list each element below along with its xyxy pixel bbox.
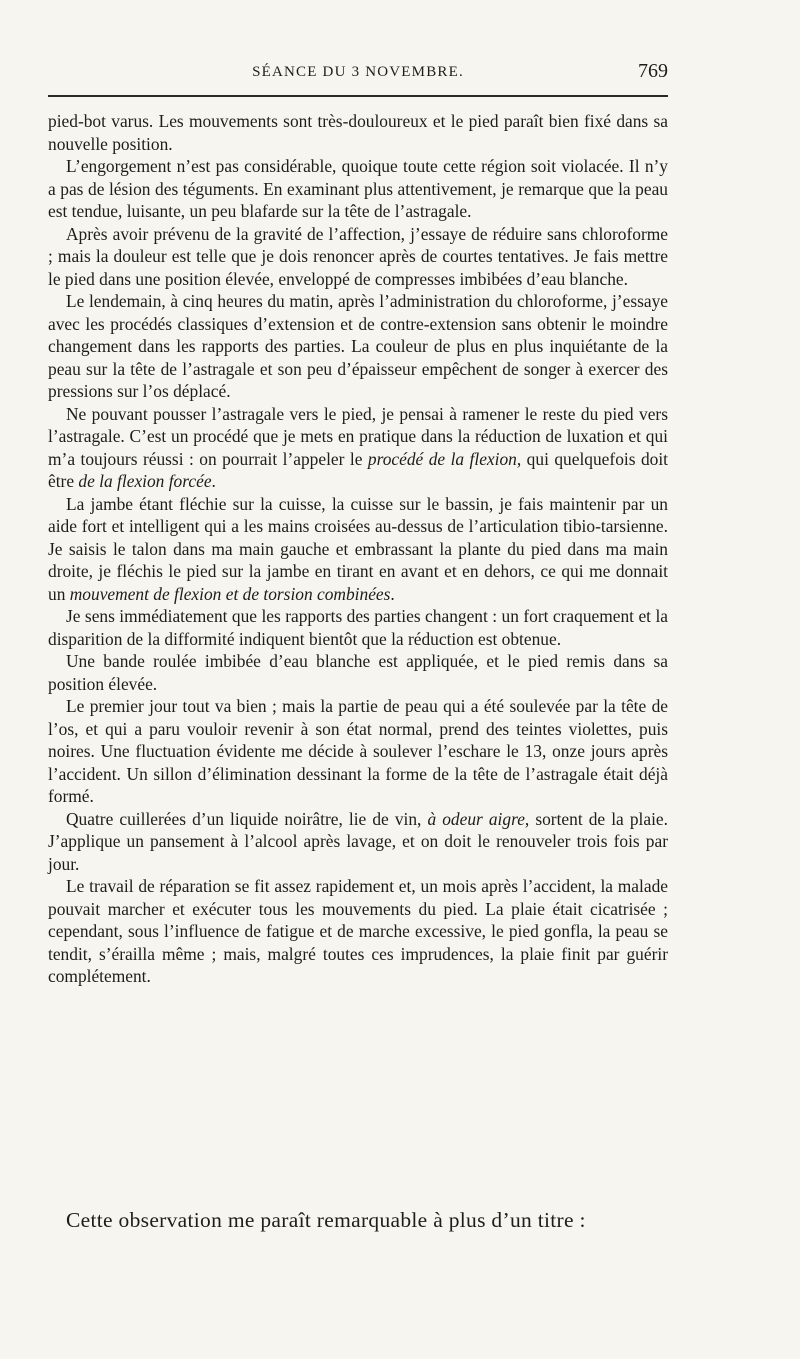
page-number: 769 [638,60,668,82]
paragraph-5-text-c: . [211,471,216,491]
paragraph-5 [48,403,668,493]
header-rule [48,95,668,97]
paragraph-11: Le travail de réparation se fit assez rapidement et, un mois après l’accident, la malade pouvait marcher et exécuter tous les mouvements du pied. La plaie était cicatrisée ; cependant, sous l’influence de fatigue et de marche excessive, le pied gonfla, la peau se tendit, s’érailla même ; mais, malgré toutes ces imprudences, la plaie finit par guérir complétement. [48,876,668,986]
paragraph-6 [48,493,668,606]
paragraph-4: Le lendemain, à cinq heures du matin, après l’administration du chloroforme, j’essaye avec les procédés classiques d’extension et de contre-extension sans obtenir le moindre changement dans les rapports des parties. La couleur de plus en plus inquiétante de la peau sur la tête de l’astragale et son peu d’épaisseur empêchent de songer à exercer des pressions sur l’os déplacé. [48,291,668,401]
paragraph-10-italic: à odeur aigre [427,808,525,829]
running-head: SÉANCE DU 3 NOVEMBRE. [252,64,464,80]
paragraph-2: L’engorgement n’est pas considérable, quoique toute cette région soit violacée. Il n’y a pas de lésion des téguments. En examinant plus attentivement, je remarque que la peau est tendue, luisante, un peu blafarde sur la tête de l’astragale. [48,156,668,221]
paragraph-5-text-a: Ne pouvant pousser l’astragale vers le pied, je pensai à ramener le reste du pied vers l’astragale. C’est un procédé que je mets en pratique dans la réduction de luxation et qui m’a toujours réussi : on pourrait l’appeler le [48,403,668,469]
paragraph-3: Après avoir prévenu de la gravité de l’affection, j’essaye de réduire sans chloroforme ; mais la douleur est telle que je dois renoncer après de courtes tentatives. Je fais mettre le pied dans une position élevée, enveloppé de compresses imbibées d’eau blanche. [48,223,668,289]
paragraph-8: Une bande roulée imbibée d’eau blanche est appliquée, et le pied remis dans sa position élevée. [48,651,668,694]
paragraph-5-italic-a: procédé de la flexion [367,448,517,469]
paragraph-5-text-b: , qui quelquefois doit être [48,448,668,491]
paragraph-10 [48,808,668,876]
paragraph-6-text-a: La jambe étant fléchie sur la cuisse, la cuisse sur le bassin, je fais maintenir par un aide fort et intelligent qui a les mains croisées au-dessus de l’articulation tibio-tarsienne. Je saisis le talon dans ma main gauche et embrassant la plante du pied dans ma main droite, je fléchis le pied sur la jambe en tirant en avant et en dehors, ce qui me donnait un [48,493,668,604]
paragraph-6-italic: mouvement de flexion et de torsion combinées [69,583,391,604]
paragraph-10-text-b: , sortent de la plaie. J’applique un pansement à l’alcool après lavage, et on doit le renouveler trois fois par jour. [48,808,668,874]
paragraph-7: Je sens immédiatement que les rapports des parties changent : un fort craquement et la disparition de la difformité indiquent bientôt que la réduction est obtenue. [48,606,668,649]
page-header [48,58,668,88]
paragraph-10-text-a: Quatre cuillerées d’un liquide noirâtre, lie de vin, [66,808,428,829]
body-text [48,110,668,988]
paragraph-9: Le premier jour tout va bien ; mais la partie de peau qui a été soulevée par la tête de l’os, et qui a paru vouloir revenir à son état normal, prend des teintes violettes, puis noires. Une fluctuation évidente me décide à soulever l’eschare le 13, onze jours après l’accident. Un sillon d’élimination dessinant la forme de la tête de l’astragale était déjà formé. [48,696,668,806]
paragraph-1: pied-bot varus. Les mouvements sont très-douloureux et le pied paraît bien fixé dans sa nouvelle position. [48,111,668,154]
paragraph-6-text-b: . [390,583,395,604]
paragraph-5-italic-b: de la flexion forcée [78,471,212,491]
closing-line: Cette observation me paraît remarquable à plus d’un titre : [66,1208,586,1232]
